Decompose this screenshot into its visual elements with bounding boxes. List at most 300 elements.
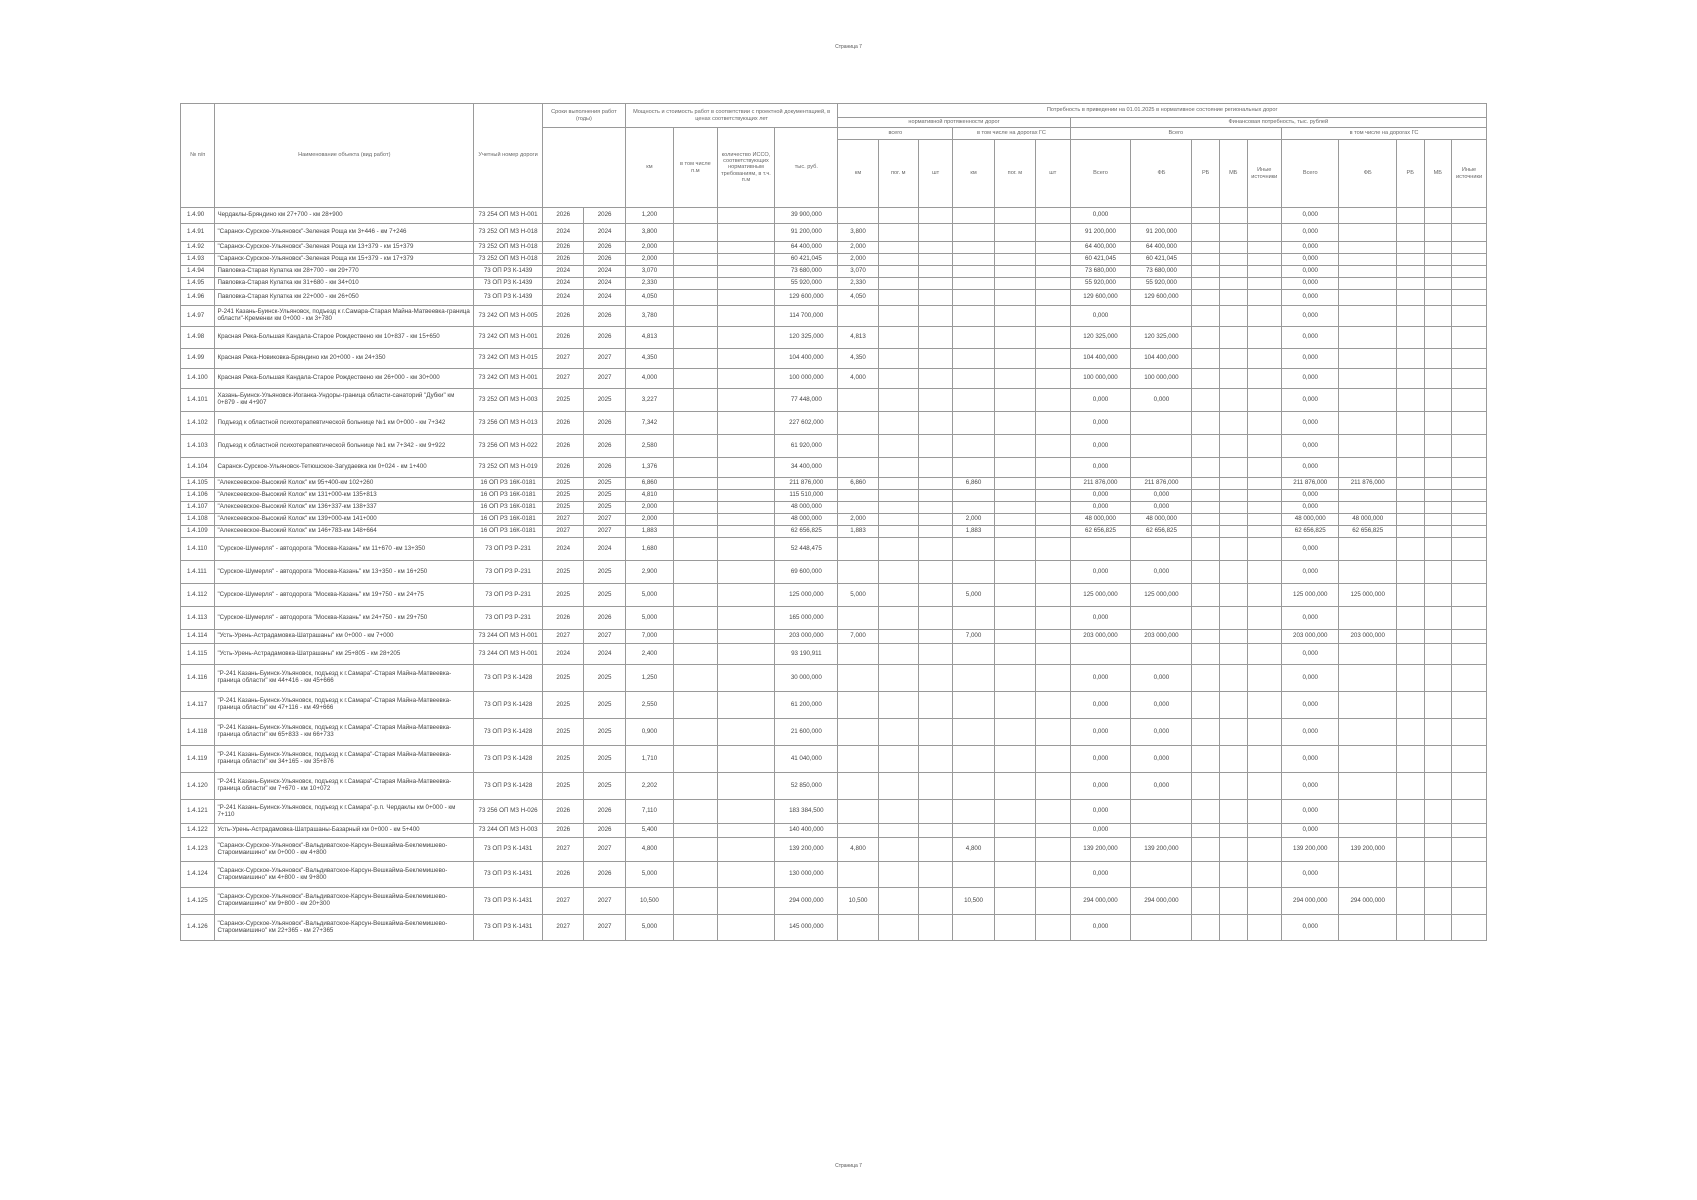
- cell-empty: [1192, 224, 1220, 242]
- table-header: [181, 104, 1487, 208]
- cell-n: 1.4.126: [181, 915, 215, 941]
- cell-name: "Сурское-Шумерля" - автодорога "Москва-Казань" км 19+750 - км 24+75: [215, 584, 474, 607]
- cell-name: "Усть-Урень-Астрадамовка-Шатрашаны" км 0+000 - км 7+000: [215, 630, 474, 644]
- cell-empty: [674, 435, 718, 458]
- cell-f1: 60 421,045: [1070, 254, 1131, 266]
- cell-f1: 73 680,000: [1070, 266, 1131, 278]
- cell-g1: 0,000: [1282, 412, 1339, 435]
- cell-empty: [994, 538, 1035, 561]
- cell-name: "Саранск-Сурское-Ульяновск"-Вальдиватское-Карсун-Вешкайма-Беклемишево-Староимаишино" км 22+365 - км 27+365: [215, 915, 474, 941]
- page-number-top: Страница 7: [835, 44, 862, 50]
- cell-f1: 0,000: [1070, 773, 1131, 800]
- cell-g2: [1339, 607, 1396, 630]
- cell-empty: [994, 526, 1035, 538]
- cell-gs: [953, 435, 994, 458]
- cell-gs: [953, 915, 994, 941]
- cell-empty: [1247, 824, 1281, 838]
- cell-empty: [878, 800, 918, 824]
- cell-empty: [1247, 306, 1281, 327]
- cell-y2: 2026: [584, 208, 625, 224]
- header-incl: в том числе на дорогах ГС: [1282, 128, 1487, 140]
- cell-empty: [1219, 838, 1247, 862]
- cell-empty: [918, 369, 952, 389]
- cell-empty: [994, 838, 1035, 862]
- cell-g1: 0,000: [1282, 773, 1339, 800]
- cell-y2: 2027: [584, 514, 625, 526]
- cell-y2: 2026: [584, 458, 625, 478]
- cell-f1: 0,000: [1070, 389, 1131, 412]
- cell-empty: [918, 838, 952, 862]
- cell-y1: 2025: [543, 584, 584, 607]
- header-fb-1: ФБ: [1131, 140, 1192, 208]
- cell-g2: [1339, 435, 1396, 458]
- cell-y2: 2025: [584, 692, 625, 719]
- cell-empty: [1247, 561, 1281, 584]
- cell-y2: 2025: [584, 502, 625, 514]
- cell-empty: [878, 502, 918, 514]
- cell-empty: [1036, 412, 1070, 435]
- cell-km2: [838, 538, 878, 561]
- cell-y1: 2024: [543, 644, 584, 665]
- cell-empty: [1424, 349, 1452, 369]
- cell-cost: 120 325,000: [775, 327, 838, 349]
- cell-empty: [1452, 242, 1487, 254]
- cell-name: "Саранск-Сурское-Ульяновск"-Вальдиватское-Карсун-Вешкайма-Беклемишево-Староимаишино" км 0+000 - км 4+800: [215, 838, 474, 862]
- cell-empty: [1452, 665, 1487, 692]
- cell-empty: [1247, 266, 1281, 278]
- cell-empty: [1219, 719, 1247, 746]
- cell-f1: 0,000: [1070, 665, 1131, 692]
- cell-name: Красная Река-Большая Кандала-Старое Рождествено км 10+837 - км 15+650: [215, 327, 474, 349]
- cell-empty: [717, 327, 774, 349]
- cell-empty: [918, 254, 952, 266]
- cell-f1: [1070, 644, 1131, 665]
- cell-empty: [1452, 915, 1487, 941]
- cell-cost: 39 900,000: [775, 208, 838, 224]
- cell-empty: [1036, 800, 1070, 824]
- cell-cost: 140 400,000: [775, 824, 838, 838]
- cell-road: 73 252 ОП МЗ Н-019: [474, 458, 543, 478]
- cell-empty: [1424, 327, 1452, 349]
- cell-empty: [878, 915, 918, 941]
- cell-km: 5,000: [625, 584, 673, 607]
- cell-gs: [953, 607, 994, 630]
- cell-road: 73 252 ОП МЗ Н-018: [474, 224, 543, 242]
- cell-road: 16 ОП РЗ 16К-0181: [474, 478, 543, 490]
- cell-g1: 0,000: [1282, 607, 1339, 630]
- cell-empty: [918, 502, 952, 514]
- cell-empty: [1192, 369, 1220, 389]
- cell-empty: [994, 306, 1035, 327]
- cell-f1: 0,000: [1070, 458, 1131, 478]
- cell-empty: [878, 278, 918, 290]
- cell-empty: [1396, 278, 1424, 290]
- cell-empty: [1219, 478, 1247, 490]
- cell-f2: 129 600,000: [1131, 290, 1192, 306]
- cell-km2: 3,070: [838, 266, 878, 278]
- cell-empty: [918, 888, 952, 915]
- cell-km: 1,376: [625, 458, 673, 478]
- cell-empty: [674, 327, 718, 349]
- header-all-1: Всего: [1070, 140, 1131, 208]
- cell-g2: [1339, 561, 1396, 584]
- cell-empty: [1424, 607, 1452, 630]
- cell-y1: 2025: [543, 665, 584, 692]
- cell-km: 2,550: [625, 692, 673, 719]
- cell-empty: [1192, 502, 1220, 514]
- cell-f2: 211 876,000: [1131, 478, 1192, 490]
- header-incl-pm: в том числе п.м: [674, 128, 718, 208]
- cell-empty: [1396, 644, 1424, 665]
- cell-empty: [1452, 208, 1487, 224]
- cell-km2: 5,000: [838, 584, 878, 607]
- cell-g1: 0,000: [1282, 306, 1339, 327]
- cell-empty: [1219, 369, 1247, 389]
- cell-empty: [1219, 389, 1247, 412]
- cell-y2: 2026: [584, 800, 625, 824]
- cell-y2: 2027: [584, 838, 625, 862]
- header-other-1: Иные источники: [1247, 140, 1281, 208]
- cell-name: "Алексеевское-Высокий Колок" км 136+337-км 138+337: [215, 502, 474, 514]
- header-sht-1: шт: [918, 140, 952, 208]
- cell-y1: 2026: [543, 862, 584, 888]
- cell-empty: [1452, 719, 1487, 746]
- cell-empty: [994, 915, 1035, 941]
- cell-empty: [717, 290, 774, 306]
- cell-empty: [674, 862, 718, 888]
- table-row: [181, 584, 1487, 607]
- cell-f1: 48 000,000: [1070, 514, 1131, 526]
- header-other-2: Иные источники: [1452, 140, 1487, 208]
- header-cost: тыс. руб.: [775, 128, 838, 208]
- header-fb-2: ФБ: [1339, 140, 1396, 208]
- cell-empty: [1396, 824, 1424, 838]
- cell-empty: [1396, 692, 1424, 719]
- cell-km2: 6,860: [838, 478, 878, 490]
- cell-empty: [994, 242, 1035, 254]
- cell-km2: 1,883: [838, 526, 878, 538]
- cell-f1: 0,000: [1070, 208, 1131, 224]
- cell-y1: 2024: [543, 224, 584, 242]
- cell-empty: [1219, 254, 1247, 266]
- cell-empty: [1424, 644, 1452, 665]
- cell-empty: [1192, 208, 1220, 224]
- cell-empty: [918, 915, 952, 941]
- cell-n: 1.4.99: [181, 349, 215, 369]
- cell-f2: 0,000: [1131, 502, 1192, 514]
- cell-cost: 52 448,475: [775, 538, 838, 561]
- cell-empty: [1424, 458, 1452, 478]
- cell-y1: 2026: [543, 607, 584, 630]
- cell-empty: [1247, 514, 1281, 526]
- cell-empty: [717, 630, 774, 644]
- cell-name: "Саранск-Сурское-Ульяновск"-Зеленая Роща км 15+379 - км 17+379: [215, 254, 474, 266]
- cell-empty: [918, 526, 952, 538]
- cell-cost: 139 200,000: [775, 838, 838, 862]
- table-row: [181, 561, 1487, 584]
- cell-empty: [918, 278, 952, 290]
- header-row-no: № п/п: [181, 104, 215, 208]
- cell-y2: 2024: [584, 290, 625, 306]
- cell-empty: [994, 607, 1035, 630]
- cell-empty: [1192, 412, 1220, 435]
- cell-g2: [1339, 224, 1396, 242]
- cell-g1: 0,000: [1282, 254, 1339, 266]
- cell-empty: [674, 369, 718, 389]
- cell-cost: 52 850,000: [775, 773, 838, 800]
- cell-empty: [1219, 915, 1247, 941]
- cell-name: "Саранск-Сурское-Ульяновск"-Зеленая Роща км 3+446 - км 7+246: [215, 224, 474, 242]
- cell-n: 1.4.112: [181, 584, 215, 607]
- cell-empty: [674, 644, 718, 665]
- cell-y2: 2026: [584, 254, 625, 266]
- cell-n: 1.4.119: [181, 746, 215, 773]
- page-number-bottom: Страница 7: [835, 1163, 862, 1169]
- cell-g2: [1339, 306, 1396, 327]
- cell-n: 1.4.102: [181, 412, 215, 435]
- cell-empty: [1396, 208, 1424, 224]
- cell-empty: [1192, 630, 1220, 644]
- cell-f2: 0,000: [1131, 389, 1192, 412]
- cell-name: Подъезд к областной психотерапевтической больнице №1 км 7+342 - км 9+922: [215, 435, 474, 458]
- cell-empty: [1247, 862, 1281, 888]
- cell-empty: [1452, 630, 1487, 644]
- cell-empty: [1247, 538, 1281, 561]
- table-row: [181, 514, 1487, 526]
- cell-km: 4,813: [625, 327, 673, 349]
- cell-cost: 211 876,000: [775, 478, 838, 490]
- cell-cost: 91 200,000: [775, 224, 838, 242]
- cell-g2: [1339, 719, 1396, 746]
- cell-y1: 2026: [543, 412, 584, 435]
- cell-empty: [878, 208, 918, 224]
- cell-cost: 114 700,000: [775, 306, 838, 327]
- cell-empty: [674, 242, 718, 254]
- cell-empty: [878, 584, 918, 607]
- cell-y2: 2026: [584, 824, 625, 838]
- cell-empty: [878, 349, 918, 369]
- cell-empty: [1452, 412, 1487, 435]
- cell-cost: 73 680,000: [775, 266, 838, 278]
- cell-empty: [878, 888, 918, 915]
- cell-f2: 125 000,000: [1131, 584, 1192, 607]
- cell-f1: 104 400,000: [1070, 349, 1131, 369]
- cell-km2: [838, 490, 878, 502]
- cell-km: 5,400: [625, 824, 673, 838]
- header-sub-all: Всего: [1070, 128, 1281, 140]
- cell-gs: [953, 412, 994, 435]
- cell-empty: [1219, 824, 1247, 838]
- cell-empty: [717, 719, 774, 746]
- cell-km: 4,810: [625, 490, 673, 502]
- cell-empty: [878, 561, 918, 584]
- cell-empty: [1424, 665, 1452, 692]
- cell-empty: [1452, 224, 1487, 242]
- cell-empty: [1247, 719, 1281, 746]
- cell-name: "Саранск-Сурское-Ульяновск"-Зеленая Роща км 13+379 - км 15+379: [215, 242, 474, 254]
- cell-empty: [1396, 306, 1424, 327]
- cell-gs: 2,000: [953, 514, 994, 526]
- cell-empty: [918, 242, 952, 254]
- cell-name: Усть-Урень-Астрадамовка-Шатрашаны-Базарный км 0+000 - км 5+400: [215, 824, 474, 838]
- cell-y2: 2026: [584, 306, 625, 327]
- cell-cost: 129 600,000: [775, 290, 838, 306]
- cell-empty: [1396, 349, 1424, 369]
- cell-gs: [953, 490, 994, 502]
- header-object-name: Наименование объекта (вид работ): [215, 104, 474, 208]
- cell-empty: [1424, 278, 1452, 290]
- cell-empty: [1396, 607, 1424, 630]
- cell-empty: [717, 502, 774, 514]
- cell-g1: 0,000: [1282, 665, 1339, 692]
- cell-km2: [838, 644, 878, 665]
- cell-empty: [918, 584, 952, 607]
- table-row: [181, 435, 1487, 458]
- cell-gs: [953, 306, 994, 327]
- table-row: [181, 719, 1487, 746]
- cell-empty: [1247, 526, 1281, 538]
- cell-f2: 0,000: [1131, 490, 1192, 502]
- cell-road: 73 ОП РЗ Р-231: [474, 561, 543, 584]
- cell-road: 73 ОП РЗ К-1439: [474, 266, 543, 278]
- cell-y2: 2026: [584, 435, 625, 458]
- cell-n: 1.4.94: [181, 266, 215, 278]
- cell-empty: [994, 824, 1035, 838]
- cell-f1: 139 200,000: [1070, 838, 1131, 862]
- cell-km: 4,800: [625, 838, 673, 862]
- cell-empty: [1036, 278, 1070, 290]
- cell-y1: 2026: [543, 327, 584, 349]
- cell-name: Павловка-Старая Кулатка км 31+680 - км 34+010: [215, 278, 474, 290]
- cell-empty: [1036, 290, 1070, 306]
- cell-km2: [838, 502, 878, 514]
- cell-empty: [1192, 526, 1220, 538]
- cell-empty: [1036, 838, 1070, 862]
- cell-g2: [1339, 502, 1396, 514]
- cell-cost: 183 384,500: [775, 800, 838, 824]
- cell-empty: [1396, 435, 1424, 458]
- cell-empty: [994, 888, 1035, 915]
- cell-name: Павловка-Старая Кулатка км 28+700 - км 29+770: [215, 266, 474, 278]
- cell-km2: [838, 862, 878, 888]
- cell-empty: [717, 208, 774, 224]
- cell-y2: 2027: [584, 630, 625, 644]
- cell-f1: 0,000: [1070, 862, 1131, 888]
- cell-empty: [1452, 478, 1487, 490]
- cell-f2: 64 400,000: [1131, 242, 1192, 254]
- cell-empty: [1247, 888, 1281, 915]
- cell-n: 1.4.104: [181, 458, 215, 478]
- cell-empty: [717, 349, 774, 369]
- cell-empty: [1219, 208, 1247, 224]
- table-row: [181, 665, 1487, 692]
- cell-empty: [1192, 349, 1220, 369]
- cell-empty: [994, 502, 1035, 514]
- cell-empty: [1036, 242, 1070, 254]
- cell-y1: 2025: [543, 719, 584, 746]
- cell-empty: [717, 915, 774, 941]
- cell-empty: [918, 561, 952, 584]
- cell-empty: [1452, 254, 1487, 266]
- cell-empty: [1036, 915, 1070, 941]
- table-row: [181, 607, 1487, 630]
- cell-g2: [1339, 538, 1396, 561]
- cell-empty: [1036, 630, 1070, 644]
- cell-n: 1.4.101: [181, 389, 215, 412]
- cell-empty: [1396, 773, 1424, 800]
- cell-g2: [1339, 458, 1396, 478]
- cell-empty: [1452, 490, 1487, 502]
- cell-name: Хазань-Буинск-Ульяновск-Иоганка-Ундоры-граница области-санаторий "Дубки" км 0+879 - км 4+907: [215, 389, 474, 412]
- cell-empty: [918, 208, 952, 224]
- cell-cost: 60 421,045: [775, 254, 838, 266]
- cell-name: "Алексеевское-Высокий Колок" км 139+000-км 141+000: [215, 514, 474, 526]
- cell-g2: 62 656,825: [1339, 526, 1396, 538]
- cell-km: 2,000: [625, 502, 673, 514]
- cell-cost: 30 000,000: [775, 665, 838, 692]
- cell-empty: [1424, 224, 1452, 242]
- cell-empty: [878, 719, 918, 746]
- cell-empty: [994, 514, 1035, 526]
- cell-km2: 4,000: [838, 369, 878, 389]
- cell-empty: [674, 306, 718, 327]
- table-row: [181, 478, 1487, 490]
- table-row: [181, 278, 1487, 290]
- cell-empty: [1247, 278, 1281, 290]
- cell-empty: [717, 888, 774, 915]
- cell-empty: [878, 290, 918, 306]
- cell-empty: [994, 349, 1035, 369]
- cell-gs: [953, 242, 994, 254]
- cell-empty: [717, 389, 774, 412]
- cell-empty: [674, 208, 718, 224]
- road-works-table: [180, 103, 1487, 941]
- cell-g2: [1339, 412, 1396, 435]
- cell-name: "Сурское-Шумерля" - автодорога "Москва-Казань" км 13+350 - км 16+250: [215, 561, 474, 584]
- cell-km2: 2,000: [838, 254, 878, 266]
- cell-km: 1,250: [625, 665, 673, 692]
- cell-empty: [1219, 630, 1247, 644]
- cell-km: 2,400: [625, 644, 673, 665]
- cell-empty: [1247, 502, 1281, 514]
- cell-cost: 21 600,000: [775, 719, 838, 746]
- cell-empty: [994, 561, 1035, 584]
- cell-empty: [1247, 607, 1281, 630]
- cell-n: 1.4.120: [181, 773, 215, 800]
- cell-empty: [918, 290, 952, 306]
- cell-f1: 0,000: [1070, 435, 1131, 458]
- cell-road: 73 252 ОП МЗ Н-018: [474, 254, 543, 266]
- header-road-number: Учетный номер дороги: [474, 104, 543, 208]
- cell-y2: 2024: [584, 644, 625, 665]
- cell-y2: 2025: [584, 584, 625, 607]
- cell-name: Павловка-Старая Кулатка км 22+000 - км 26+050: [215, 290, 474, 306]
- table-row: [181, 242, 1487, 254]
- cell-empty: [994, 458, 1035, 478]
- cell-empty: [717, 584, 774, 607]
- cell-empty: [717, 824, 774, 838]
- cell-empty: [1192, 242, 1220, 254]
- cell-g1: 0,000: [1282, 719, 1339, 746]
- cell-f2: [1131, 915, 1192, 941]
- cell-km2: [838, 208, 878, 224]
- cell-gs: [953, 644, 994, 665]
- cell-empty: [878, 773, 918, 800]
- cell-empty: [1192, 915, 1220, 941]
- cell-empty: [1424, 746, 1452, 773]
- cell-empty: [1452, 746, 1487, 773]
- cell-y1: 2026: [543, 254, 584, 266]
